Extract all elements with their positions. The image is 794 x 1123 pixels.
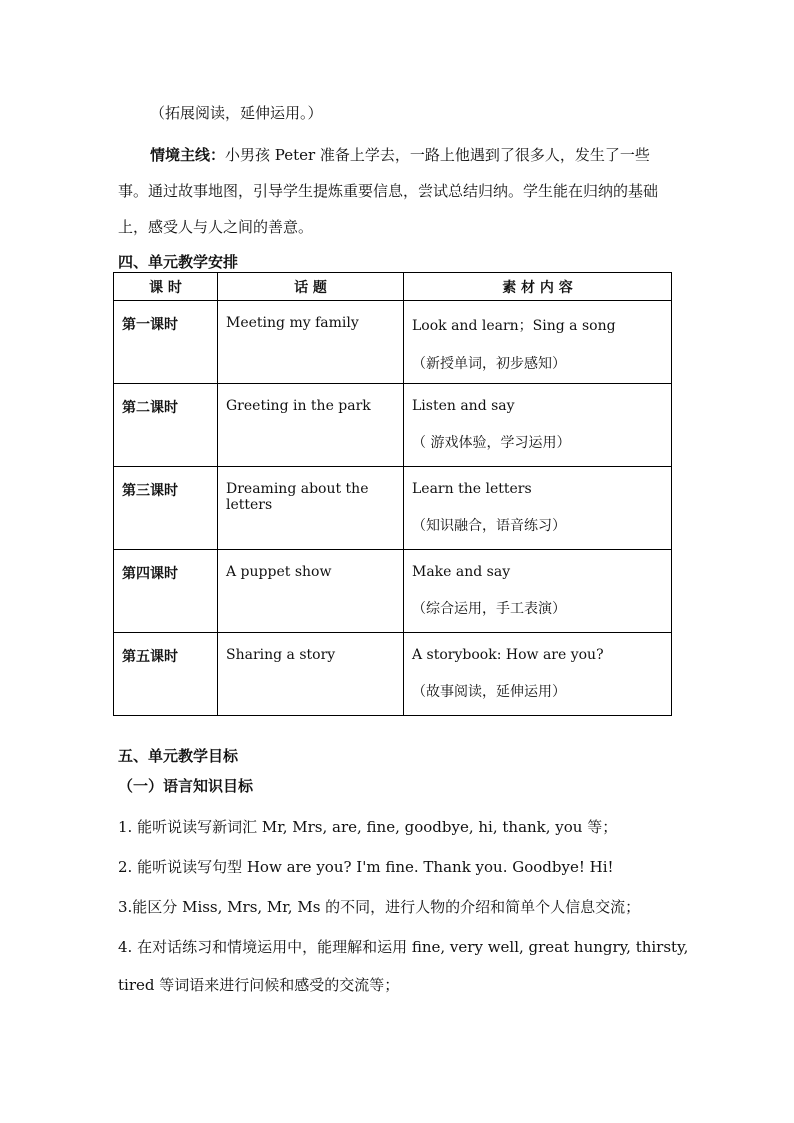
material-cell (404, 550, 672, 633)
material-note: （新授单词，初步感知） (412, 356, 566, 372)
topic-cell: Greeting in the park (218, 384, 404, 467)
material-text: Look and learn；Sing a song (412, 318, 616, 334)
context-label: 情境主线： (150, 146, 226, 164)
topic-cell: Meeting my family (218, 301, 404, 384)
material-text: Listen and say (412, 398, 515, 414)
material-cell (404, 301, 672, 384)
objective-1: 1. 能听说读写新词汇 Mr, Mrs, are, fine, goodbye, hi, thank, you 等； (118, 818, 618, 836)
material-text: Learn the letters (412, 481, 532, 497)
lesson-cell: 第一课时 (114, 301, 218, 384)
table-row (114, 467, 672, 550)
subsection-1-title: （一）语言知识目标 (118, 777, 254, 795)
table-row (114, 384, 672, 467)
table-row (114, 301, 672, 384)
objective-2: 2. 能听说读写句型 How are you? I'm fine. Thank you. Goodbye! Hi! (118, 858, 614, 876)
topic-cell: A puppet show (218, 550, 404, 633)
material-note: （综合运用，手工表演） (412, 601, 566, 617)
material-cell (404, 467, 672, 550)
material-text: Make and say (412, 564, 511, 580)
unit-schedule-table (113, 272, 672, 716)
intro-note: （拓展阅读，延伸运用。） (150, 104, 323, 122)
section-4-title: 四、单元教学安排 (118, 253, 239, 271)
lesson-cell: 第四课时 (114, 550, 218, 633)
objective-4: 4. 在对话练习和情境运用中，能理解和运用 fine, very well, great hungry, thirsty, (118, 938, 689, 956)
objective-3: 3.能区分 Miss, Mrs, Mr, Ms 的不同，进行人物的介绍和简单个人信息交流； (118, 898, 641, 916)
topic-cell: Sharing a story (218, 633, 404, 716)
table-row (114, 550, 672, 633)
material-text: A storybook: How are you? (412, 647, 604, 663)
context-text: 小男孩 Peter 准备上学去，一路上他遇到了很多人，发生了一些事。通过故事地图，引导学生提炼重要信息，尝试总结归纳。学生能在归纳的基础上，感受人与人之间的善意。 (118, 146, 659, 236)
topic-cell: Dreaming about the letters (218, 467, 404, 550)
header-material: 素 材 内 容 (404, 273, 672, 301)
material-cell (404, 633, 672, 716)
material-note: （知识融合，语音练习） (412, 518, 566, 534)
material-note: （ 游戏体验，学习运用） (412, 435, 571, 451)
lesson-cell: 第二课时 (114, 384, 218, 467)
material-cell (404, 384, 672, 467)
objective-4-continued: tired 等词语来进行问候和感受的交流等； (118, 976, 400, 994)
lesson-cell: 第五课时 (114, 633, 218, 716)
context-paragraph (118, 137, 678, 245)
header-topic: 话 题 (218, 273, 404, 301)
table-row (114, 633, 672, 716)
lesson-cell: 第三课时 (114, 467, 218, 550)
table-header-row (114, 273, 672, 301)
header-lesson: 课 时 (114, 273, 218, 301)
material-note: （故事阅读，延伸运用） (412, 684, 566, 700)
section-5-title: 五、单元教学目标 (118, 747, 239, 765)
